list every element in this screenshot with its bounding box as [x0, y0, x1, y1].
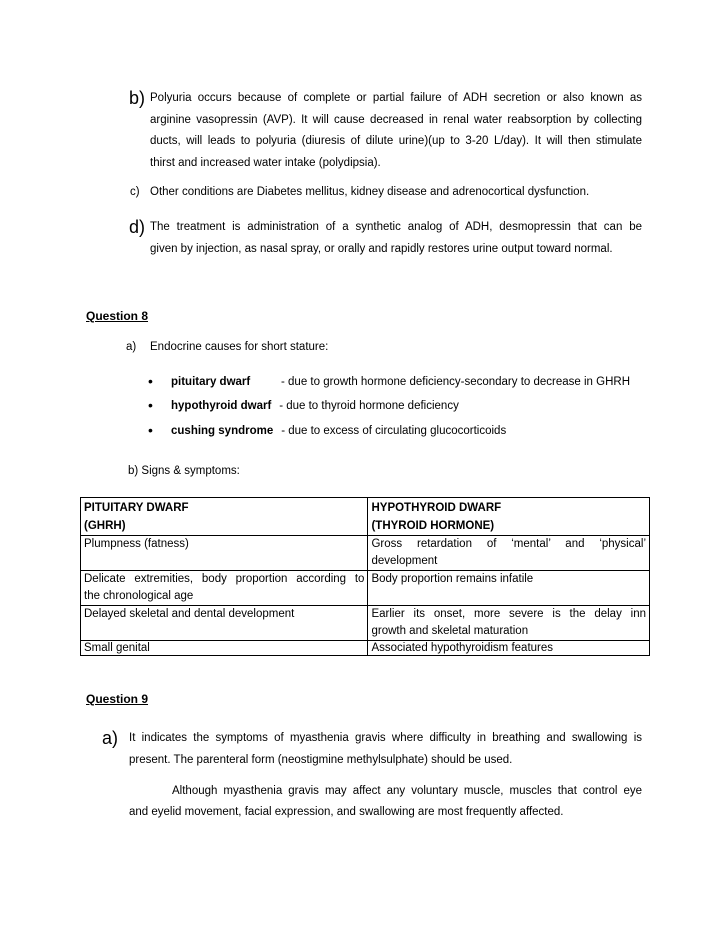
- table-cell: [368, 536, 650, 571]
- table-cell: [81, 641, 368, 656]
- bullet-icon: •: [148, 422, 153, 438]
- item-b-line-2: arginine vasopressin (AVP). It will cause decreased in renal water reabsorption by collecting: [150, 114, 642, 126]
- item-b-line-3: ducts, will leads to polyuria (diuresis of dilute urine)(up to 3-20 L/day). It will then stimulate: [150, 135, 642, 147]
- item-d-line-1: The treatment is administration of a synthetic analog of ADH, desmopressin that can be: [150, 221, 642, 233]
- cell-line: Associated hypothyroidism features: [371, 642, 554, 654]
- header-right-line-1: HYPOTHYROID DWARF: [371, 502, 502, 514]
- question-9-title: Question 9: [86, 692, 149, 706]
- bullet-desc-hypothyroid: - due to thyroid hormone deficiency: [276, 400, 459, 412]
- header-left-line-2: (GHRH): [84, 520, 126, 532]
- cell-line: Delayed skeletal and dental development: [84, 608, 295, 620]
- bullet-term-hypothyroid: hypothyroid dwarf: [171, 400, 272, 412]
- item-c-marker: c): [130, 186, 140, 198]
- table-cell: [81, 536, 368, 571]
- item-d-marker: d): [129, 217, 146, 237]
- cell-line: development: [371, 555, 438, 567]
- table-header-row: [81, 498, 650, 536]
- q8-a-text: Endocrine causes for short stature:: [150, 341, 329, 353]
- q9-a-marker: a): [102, 728, 119, 748]
- q9-paragraph-line-1: Although myasthenia gravis may affect any voluntary muscle, muscles that control eye: [172, 785, 642, 797]
- bullet-icon: •: [148, 397, 153, 413]
- q8-a-marker: a): [126, 341, 137, 353]
- table-row: [81, 606, 650, 641]
- item-b-line-1: Polyuria occurs because of complete or partial failure of ADH secretion or also known as: [150, 92, 642, 104]
- cell-line: Earlier its onset, more severe is the delay inn: [371, 608, 646, 620]
- table-cell: [368, 571, 650, 606]
- q9-a-line-1: It indicates the symptoms of myasthenia gravis where difficulty in breathing and swallowing is: [129, 732, 642, 744]
- table-cell: [81, 571, 368, 606]
- bullet-desc-cushing: - due to excess of circulating glucocorticoids: [278, 425, 507, 437]
- item-d-line-2: given by injection, as nasal spray, or orally and rapidly restores urine output toward normal.: [150, 243, 613, 255]
- table-cell: [368, 641, 650, 656]
- cell-line: Small genital: [84, 642, 150, 654]
- q9-a-line-2: present. The parenteral form (neostigmine methylsulphate) should be used.: [129, 754, 513, 766]
- bullet-term-cushing: cushing syndrome: [171, 425, 274, 437]
- table-row: [81, 571, 650, 606]
- cell-line: Plumpness (fatness): [84, 538, 189, 550]
- table-row: [81, 536, 650, 571]
- table-row: [81, 641, 650, 656]
- table-cell: [81, 606, 368, 641]
- header-left-line-1: PITUITARY DWARF: [84, 502, 189, 514]
- signs-symptoms-table: [80, 497, 650, 656]
- q9-paragraph-line-2: and eyelid movement, facial expression, and swallowing are most frequently affected.: [129, 806, 564, 818]
- question-8-title: Question 8: [86, 309, 149, 323]
- cell-line: Delicate extremities, body proportion according to: [84, 573, 365, 585]
- cell-line: Gross retardation of ‘mental’ and ‘physical’: [371, 538, 646, 550]
- bullet-icon: •: [148, 373, 153, 389]
- bullet-desc-pituitary: - due to growth hormone deficiency-secondary to decrease in GHRH: [281, 376, 631, 388]
- table-cell: [368, 606, 650, 641]
- item-b-marker: b): [129, 88, 146, 108]
- q8-b-text: b) Signs & symptoms:: [128, 465, 240, 477]
- bullet-term-pituitary: pituitary dwarf: [171, 376, 251, 388]
- cell-line: growth and skeletal maturation: [371, 625, 529, 637]
- cell-line: Body proportion remains infatile: [371, 573, 534, 585]
- cell-line: the chronological age: [84, 590, 194, 602]
- table-header-right: [368, 498, 650, 536]
- header-right-line-2: (THYROID HORMONE): [371, 520, 495, 532]
- table-header-left: [81, 498, 368, 536]
- item-c-text: Other conditions are Diabetes mellitus, kidney disease and adrenocortical dysfunction.: [150, 186, 590, 198]
- item-b-line-4: thirst and increased water intake (polydipsia).: [150, 157, 381, 169]
